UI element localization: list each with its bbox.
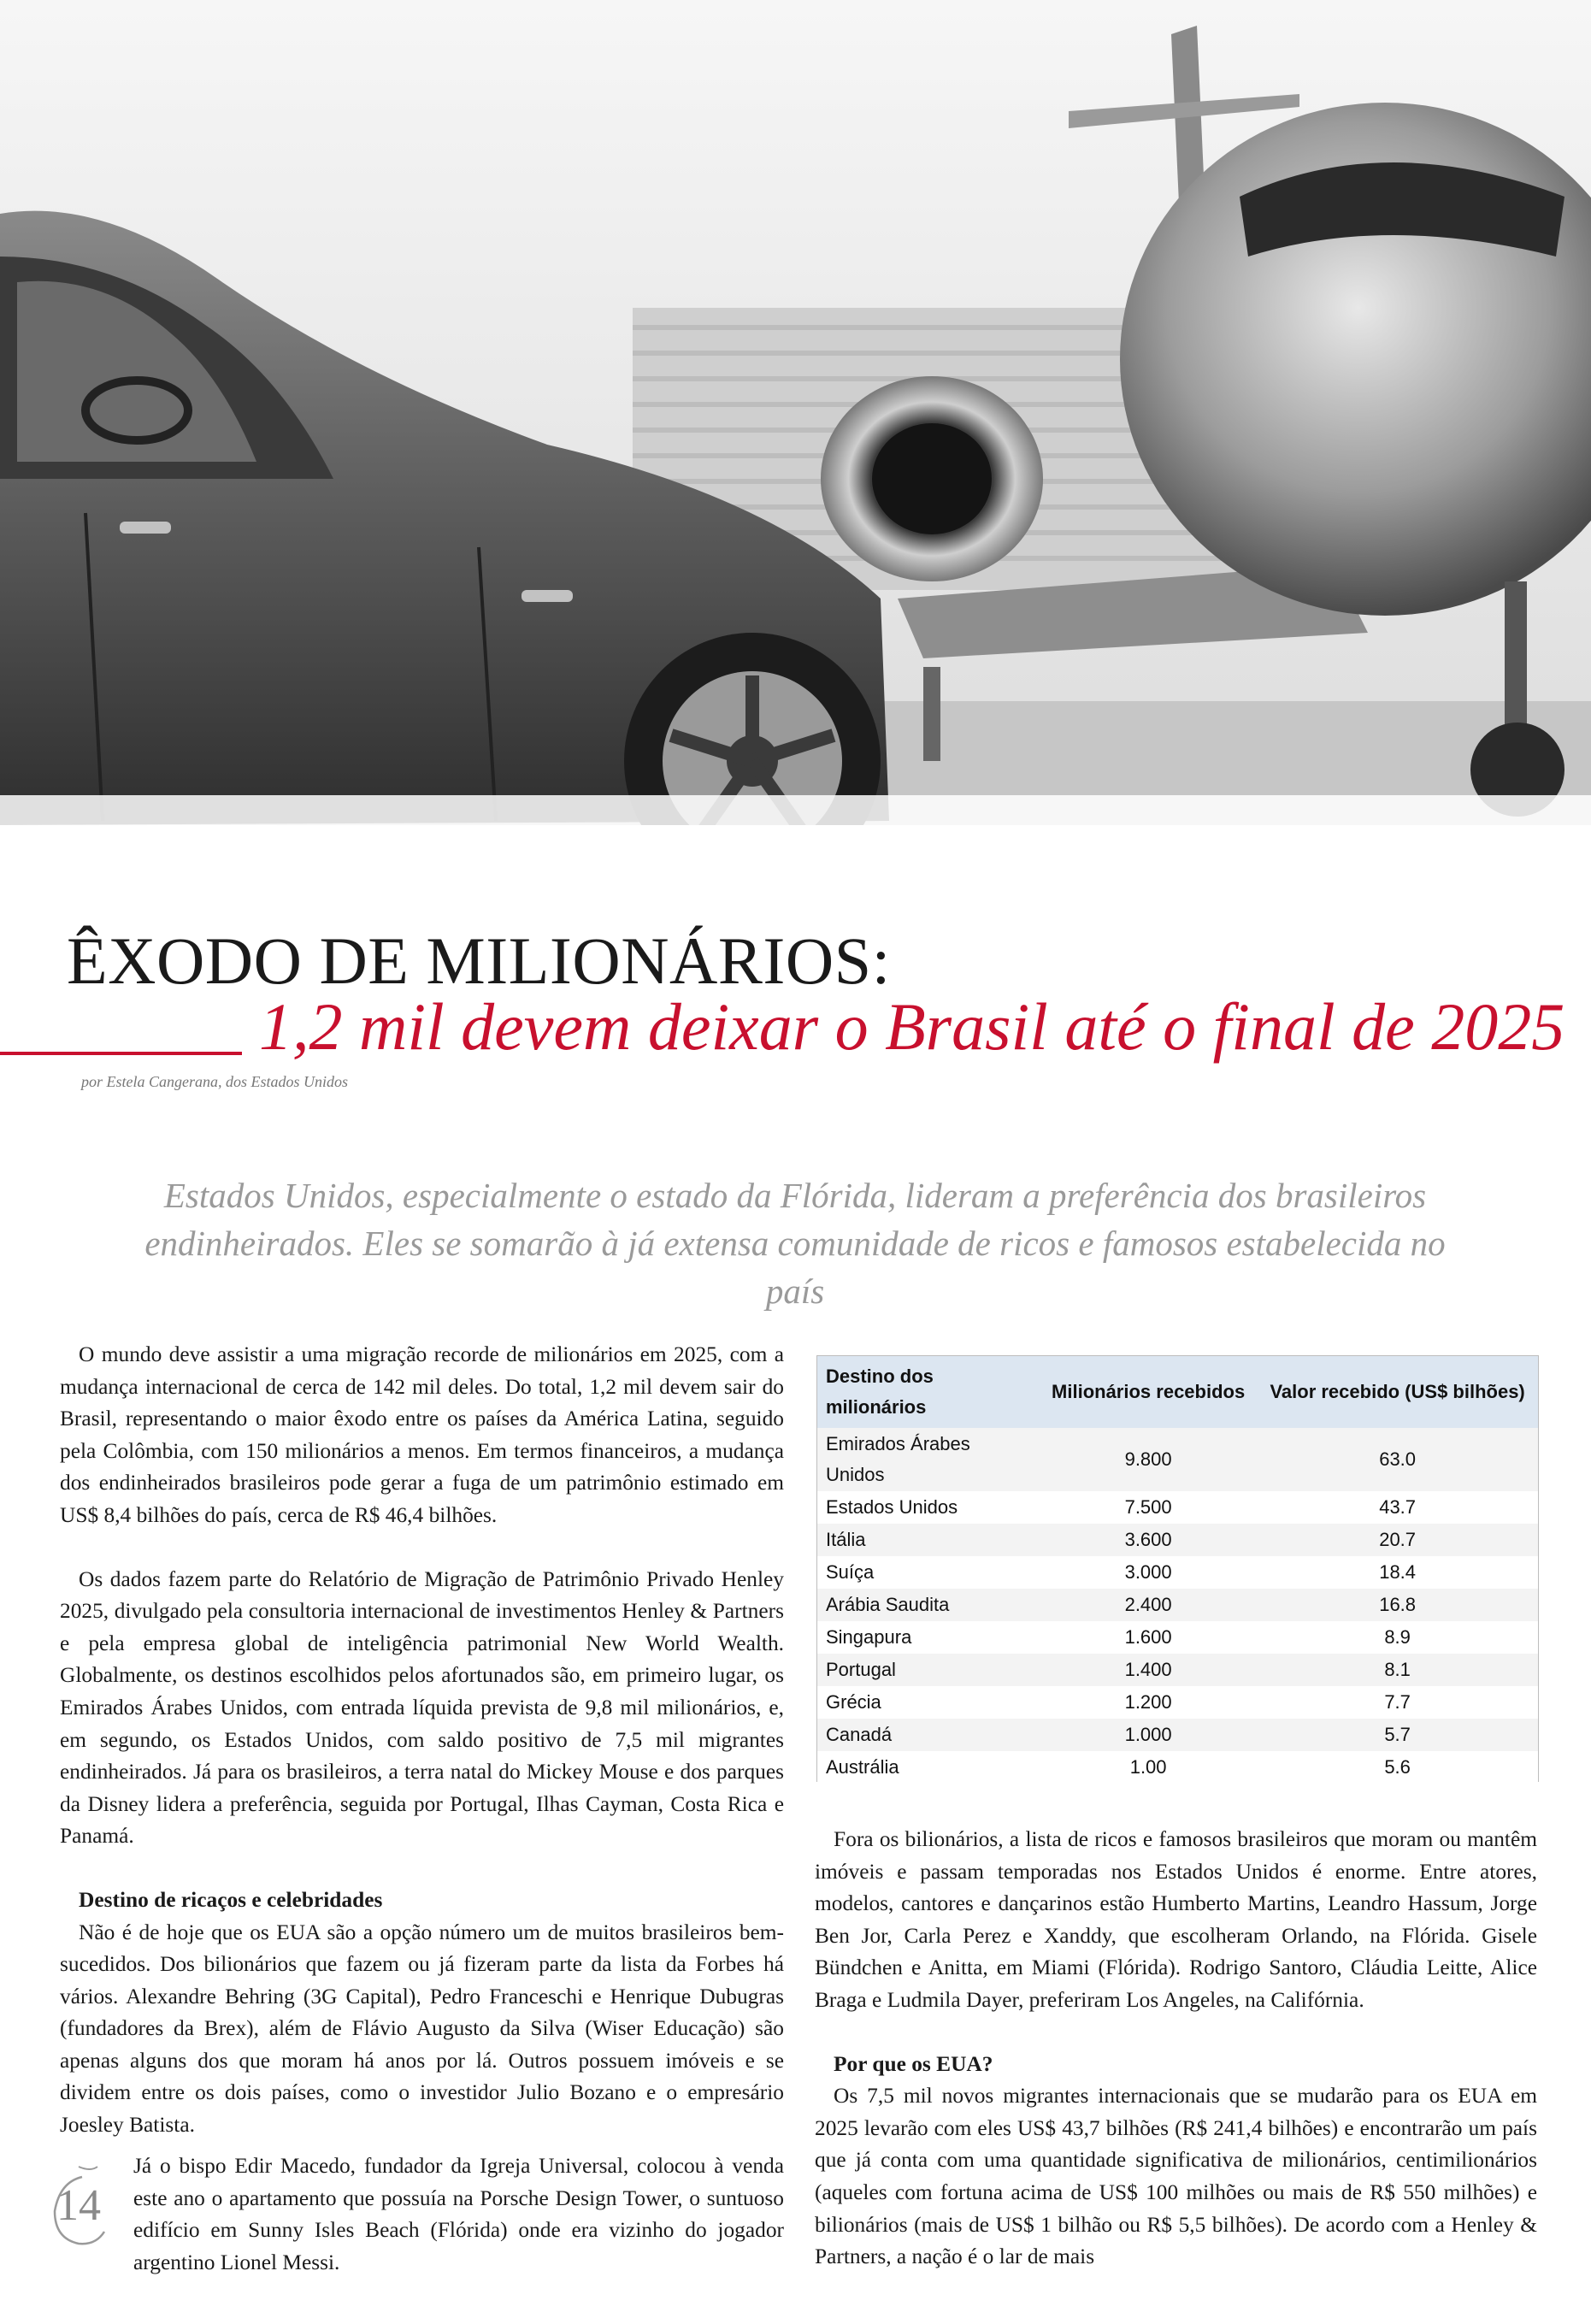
table-cell: 9.800 (1124, 1448, 1172, 1470)
table-cell: Canadá (826, 1724, 893, 1745)
table-cell: 1.200 (1124, 1691, 1172, 1713)
table-cell: 1.000 (1124, 1724, 1172, 1745)
table-cell: 20.7 (1379, 1529, 1417, 1550)
table-row (817, 1524, 1538, 1556)
table-cell: 3.000 (1124, 1561, 1172, 1583)
table-cell: Itália (826, 1529, 866, 1550)
article-title: ÊXODO DE MILIONÁRIOS: (67, 923, 891, 998)
table-cell: 43.7 (1379, 1496, 1417, 1518)
table-row (817, 1621, 1538, 1654)
page-number: 14 (56, 2181, 101, 2230)
table-cell: Estados Unidos (826, 1496, 958, 1518)
section-subhead: Por que os EUA? (834, 2051, 993, 2076)
migration-table (816, 1355, 1539, 1782)
table-cell: Emirados Árabes Unidos (826, 1433, 970, 1485)
body-paragraph: Os 7,5 mil novos migrantes internacionais que se mudarão para os EUA em 2025 levarão com eles US$ 43,7 bilhões (R$ 241,4 bilhões) e encontrarão um país que já conta com uma quantidade significativa de milionários, centimilionários (aqueles com fortuna acima de US$ 100 milhões ou mais de R$ 550 milhões) e bilionários (mais de US$ 1 bilhão ou R$ 5,5 bilhões). De acordo com a Henley & Partners, a nação é o lar de mais (815, 2084, 1537, 2269)
table-row (817, 1654, 1538, 1686)
table-cell: 16.8 (1379, 1594, 1417, 1615)
table-header-row (817, 1356, 1538, 1428)
table-row (817, 1751, 1538, 1784)
table-cell: 3.600 (1124, 1529, 1172, 1550)
table-row (817, 1719, 1538, 1751)
table-cell: Suíça (826, 1561, 875, 1583)
column-header: Destino dos milionários (826, 1365, 934, 1418)
table-row (817, 1686, 1538, 1719)
body-paragraph: Já o bispo Edir Macedo, fundador da Igreja Universal, colocou à venda este ano o apartamento que possuía na Porsche Design Tower, o suntuoso edifício em Sunny Isles Beach (Flórida) onde era vizinho do jogador argentino Lionel Messi. (133, 2154, 784, 2274)
article-subtitle: 1,2 mil devem deixar o Brasil até o final de 2025 (259, 989, 1565, 1064)
hero-photo (0, 0, 1591, 825)
left-column-final (60, 2150, 784, 2279)
table-cell: 7.500 (1124, 1496, 1172, 1518)
table-cell: Singapura (826, 1626, 912, 1648)
lead-paragraph: Estados Unidos, especialmente o estado da Flórida, lideram a preferência dos brasileiros endinheirados. Eles se somarão à já extensa comunidade de ricos e famosos estabelecida no país (144, 1176, 1446, 1311)
table-row (817, 1491, 1538, 1524)
column-header: Valor recebido (US$ bilhões) (1270, 1381, 1525, 1402)
car-and-jet-illustration (0, 0, 1591, 825)
body-paragraph: Os dados fazem parte do Relatório de Migração de Patrimônio Privado Henley 2025, divulgado pela consultoria internacional de investimentos Henley & Partners e pela empresa global de inteligência patrimonial New World Wealth. Globalmente, os destinos escolhidos pelos afortunados são, em primeiro lugar, os Emirados Árabes Unidos, com entrada líquida prevista de 9,8 mil milionários, e, em segundo, os Estados Unidos, com saldo positivo de 7,5 mil migrantes endinheirados. Já para os brasileiros, a terra natal do Mickey Mouse e dos parques da Disney lidera a preferência, seguida por Portugal, Ilhas Cayman, Costa Rica e Panamá. (60, 1566, 784, 1849)
table-cell: Austrália (826, 1756, 899, 1778)
table-cell: 63.0 (1379, 1448, 1417, 1470)
table-cell: 7.7 (1384, 1691, 1411, 1713)
byline: por Estela Cangerana, dos Estados Unidos (81, 1073, 349, 1090)
table-cell: 1.00 (1129, 1756, 1167, 1778)
table-cell: 1.400 (1124, 1659, 1172, 1680)
table-cell: 5.6 (1384, 1756, 1411, 1778)
table-cell: Grécia (826, 1691, 881, 1713)
body-paragraph: Não é de hoje que os EUA são a opção número um de muitos brasileiros bem-sucedidos. Dos bilionários que fazem ou já fizeram parte da lista da Forbes há vários. Alexandre Behring (3G Capital), Pedro Franceschi e Henrique Dubugras (fundadores da Brex), além de Flávio Augusto da Silva (Wiser Educação) são apenas alguns dos que moram há anos por lá. Outros possuem imóveis e se dividem entre os dois países, como o investidor Julio Bozano e o empresário Joesley Batista. (60, 1920, 784, 2138)
right-column (815, 1824, 1537, 2274)
table-cell: 8.9 (1384, 1626, 1411, 1648)
table-cell: 8.1 (1384, 1659, 1411, 1680)
left-column (60, 1339, 784, 2142)
title-rule (0, 1052, 242, 1055)
column-header: Milionários recebidos (1052, 1381, 1246, 1402)
table-cell: 18.4 (1379, 1561, 1417, 1583)
body-paragraph: O mundo deve assistir a uma migração recorde de milionários em 2025, com a mudança internacional de cerca de 142 mil deles. Do total, 1,2 mil devem sair do Brasil, representando o maior êxodo entre os países da América Latina, seguido pela Colômbia, com 150 milionários a menos. Em termos financeiros, a mudança dos endinheirados brasileiros pode gerar a fuga de um patrimônio estimado em US$ 8,4 bilhões do país, cerca de R$ 46,4 bilhões. (60, 1342, 784, 1527)
table-row (817, 1428, 1538, 1491)
table-cell: Arábia Saudita (826, 1594, 950, 1615)
table-cell: 1.600 (1124, 1626, 1172, 1648)
table-cell: 2.400 (1124, 1594, 1172, 1615)
table-cell: 5.7 (1384, 1724, 1411, 1745)
body-paragraph: Fora os bilionários, a lista de ricos e famosos brasileiros que moram ou mantêm imóveis e passam temporadas nos Estados Unidos é enorme. Entre atores, modelos, cantores e dançarinos estão Humberto Martins, Leandro Hassum, Jorge Ben Jor, Carla Perez e Xanddy, que escolheram Orlando, na Flórida. Gisele Bündchen e Anitta, em Miami (Flórida). Rodrigo Santoro, Cláudia Leitte, Alice Braga e Ludmila Dayer, preferiram Los Angeles, na Califórnia. (815, 1827, 1537, 2012)
table-cell: Portugal (826, 1659, 896, 1680)
table-row (817, 1589, 1538, 1621)
table-row (817, 1556, 1538, 1589)
section-subhead: Destino de ricaços e celebridades (79, 1887, 383, 1912)
page-number-badge (48, 2163, 109, 2249)
